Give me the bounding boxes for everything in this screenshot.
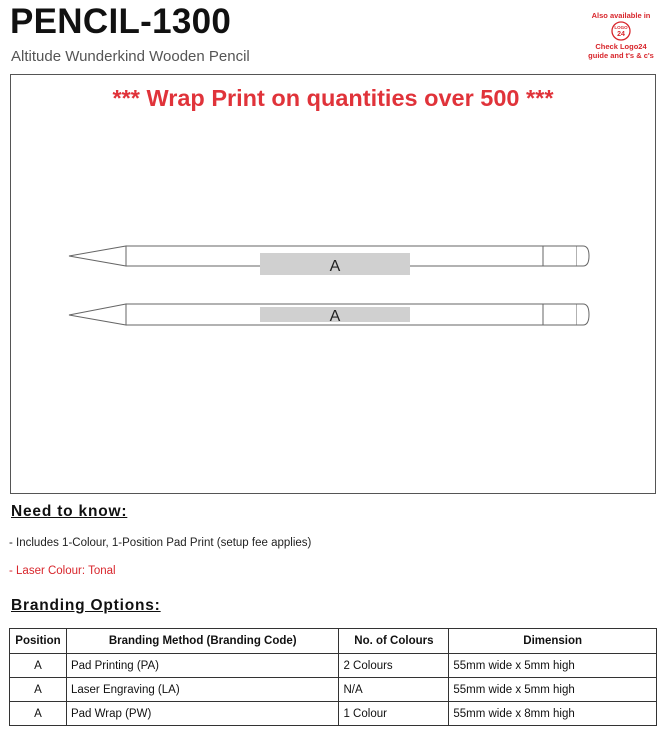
cell-colours: 1 Colour xyxy=(339,702,449,726)
need-to-know-note-1: - Includes 1-Colour, 1-Position Pad Print (setup fee applies) xyxy=(9,537,312,549)
branding-options-heading: Branding Options: xyxy=(11,597,161,614)
availability-line2: Check Logo24 xyxy=(595,42,647,51)
product-drawing-frame xyxy=(10,74,656,494)
laser-colour-value: Tonal xyxy=(88,565,116,577)
pencil-drawings xyxy=(11,75,655,493)
cell-dimension: 55mm wide x 8mm high xyxy=(449,702,657,726)
pencil-1-position-label: A xyxy=(329,258,341,275)
availability-line1: Also available in xyxy=(591,11,651,20)
laser-colour-label: - Laser Colour: xyxy=(9,565,86,577)
pencil-2-position-label: A xyxy=(329,308,341,325)
need-to-know-note-2 xyxy=(9,565,116,577)
availability-line3: guide and t's & c's xyxy=(588,51,654,60)
need-to-know-heading: Need to know: xyxy=(11,503,128,520)
table-row xyxy=(10,678,657,702)
table-row xyxy=(10,702,657,726)
logo-number: 24 xyxy=(617,31,625,38)
wrap-print-banner: *** Wrap Print on quantities over 500 *** xyxy=(112,85,554,111)
table-header-row xyxy=(10,629,657,654)
logo-text: LOGO xyxy=(614,25,628,30)
product-name: Altitude Wunderkind Wooden Pencil xyxy=(11,48,250,65)
logo24-badge-icon xyxy=(611,21,631,41)
col-header-dimension: Dimension xyxy=(449,629,657,654)
cell-dimension: 55mm wide x 5mm high xyxy=(449,654,657,678)
branding-options-table xyxy=(9,628,657,726)
cell-colours: N/A xyxy=(339,678,449,702)
col-header-position: Position xyxy=(10,629,67,654)
cell-method: Pad Wrap (PW) xyxy=(66,702,338,726)
cell-dimension: 55mm wide x 5mm high xyxy=(449,678,657,702)
logo24-availability xyxy=(574,11,668,60)
col-header-method: Branding Method (Branding Code) xyxy=(66,629,338,654)
product-code: PENCIL-1300 xyxy=(10,2,232,41)
table-row xyxy=(10,654,657,678)
col-header-colours: No. of Colours xyxy=(339,629,449,654)
cell-position: A xyxy=(10,654,67,678)
cell-position: A xyxy=(10,702,67,726)
cell-colours: 2 Colours xyxy=(339,654,449,678)
cell-position: A xyxy=(10,678,67,702)
cell-method: Pad Printing (PA) xyxy=(66,654,338,678)
cell-method: Laser Engraving (LA) xyxy=(66,678,338,702)
